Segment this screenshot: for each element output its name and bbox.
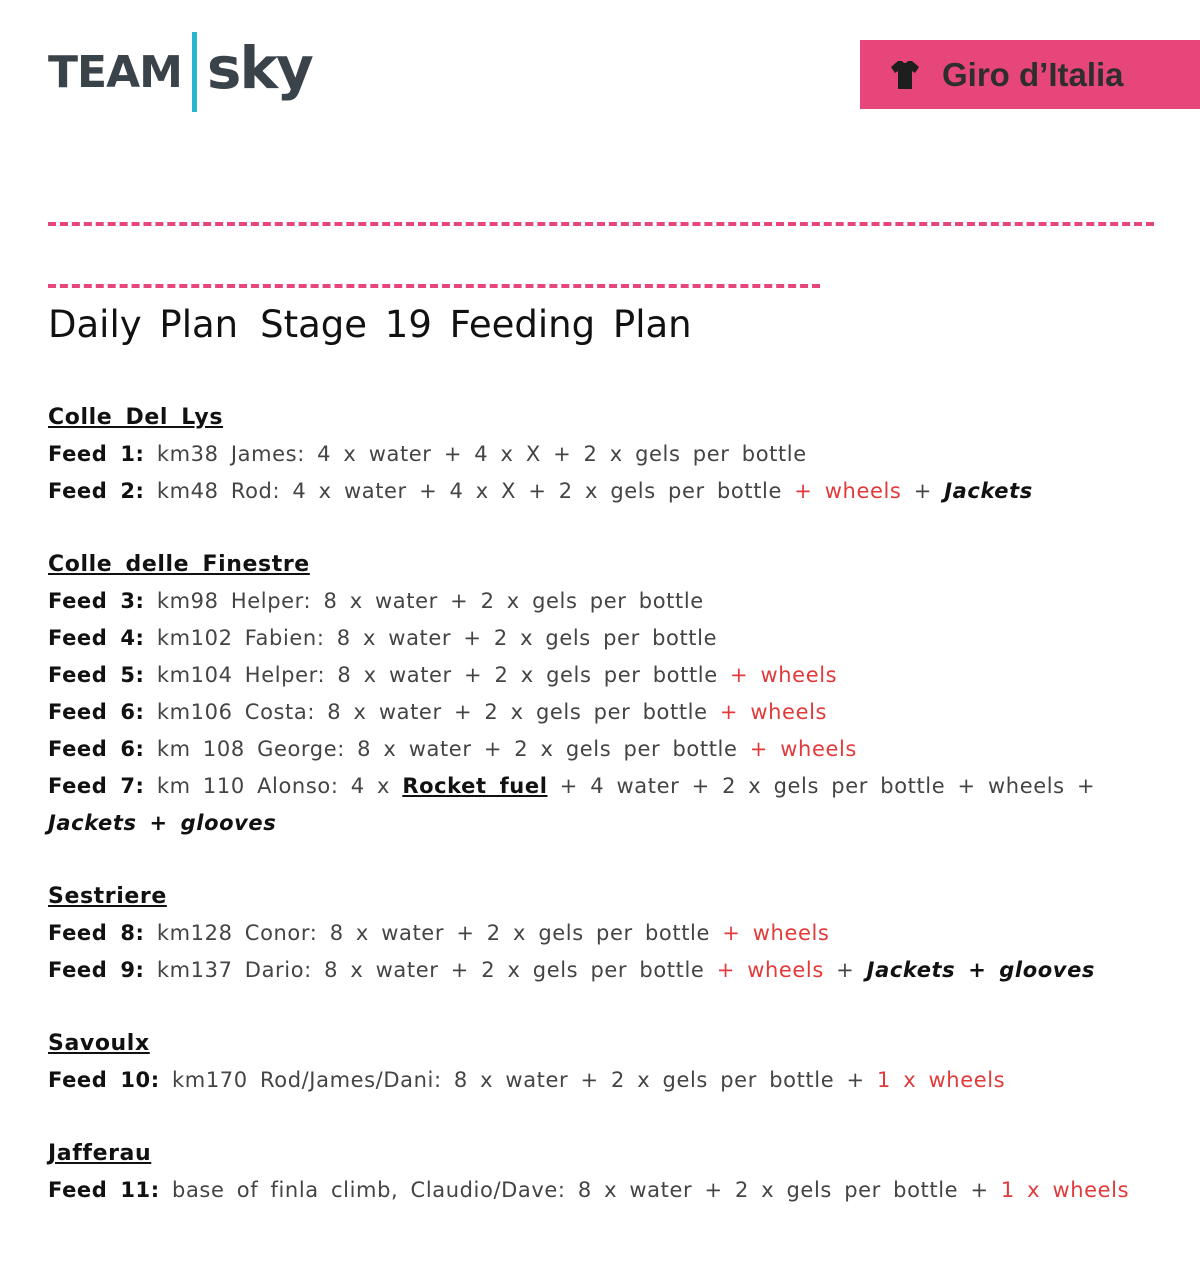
feeding-plan <box>48 399 1158 1245</box>
feed-details: km106 Costa: 8 x water + 2 x gels per bottle <box>156 700 708 724</box>
feed-line <box>48 473 1158 510</box>
giro-badge <box>860 40 1200 109</box>
feed-line <box>48 952 1158 989</box>
feed-details: km98 Helper: 8 x water + 2 x gels per bottle <box>156 589 704 613</box>
feed-details: km128 Conor: 8 x water + 2 x gels per bottle <box>156 921 711 945</box>
logo-team-text: TEAM <box>48 46 182 98</box>
section <box>48 878 1158 989</box>
feed-extra: + wheels <box>794 479 902 503</box>
feed-details: km170 Rod/James/Dani: 8 x water + 2 x gels per bottle + <box>172 1068 865 1092</box>
title-stage: Stage 19 Feeding Plan <box>260 303 692 346</box>
feed-label: Feed 5: <box>48 663 145 687</box>
feed-details: + 4 water + 2 x gels per bottle + wheels + <box>559 774 1096 798</box>
feed-label: Feed 2: <box>48 479 145 503</box>
feed-separator: + <box>836 958 855 982</box>
feed-extra: + wheels <box>722 921 830 945</box>
feed-label: Feed 4: <box>48 626 145 650</box>
feed-line <box>48 768 1158 842</box>
feed-details: km48 Rod: 4 x water + 4 x X + 2 x gels per bottle <box>156 479 783 503</box>
feed-label: Feed 1: <box>48 442 145 466</box>
section-heading: Colle Del Lys <box>48 405 224 430</box>
feed-line <box>48 915 1158 952</box>
logo-sky-text: sky <box>206 34 312 102</box>
section <box>48 399 1158 510</box>
title-daily-plan: Daily Plan <box>48 303 239 346</box>
feed-details: km137 Dario: 8 x water + 2 x gels per bottle <box>156 958 705 982</box>
section-heading: Jafferau <box>48 1141 152 1166</box>
feed-highlight: Rocket fuel <box>402 774 548 798</box>
feed-label: Feed 11: <box>48 1178 160 1202</box>
section <box>48 546 1158 842</box>
feed-extra: 1 x wheels <box>1000 1178 1130 1202</box>
feed-details: km 110 Alonso: 4 x <box>156 774 391 798</box>
feed-extra: + wheels <box>716 958 824 982</box>
giro-label: Giro d’Italia <box>942 55 1124 93</box>
feed-details: km38 James: 4 x water + 4 x X + 2 x gels per bottle <box>156 442 807 466</box>
feed-label: Feed 8: <box>48 921 145 945</box>
feed-label: Feed 7: <box>48 774 145 798</box>
feed-line <box>48 583 1158 620</box>
section <box>48 1135 1158 1209</box>
feed-gear: Jackets + glooves <box>866 958 1096 982</box>
section-heading: Sestriere <box>48 884 167 909</box>
feed-label: Feed 10: <box>48 1068 160 1092</box>
feed-details: km104 Helper: 8 x water + 2 x gels per bottle <box>156 663 718 687</box>
feed-details: km 108 George: 8 x water + 2 x gels per bottle <box>156 737 738 761</box>
feed-line <box>48 620 1158 657</box>
feed-line <box>48 731 1158 768</box>
team-sky-logo <box>48 30 312 114</box>
logo-divider <box>192 32 197 112</box>
dashed-divider-bottom <box>48 284 820 288</box>
jersey-icon <box>888 58 922 92</box>
feed-label: Feed 3: <box>48 589 145 613</box>
feed-label: Feed 6: <box>48 737 145 761</box>
feed-extra: + wheels <box>719 700 828 724</box>
feed-line <box>48 1062 1158 1099</box>
feed-line <box>48 1172 1158 1209</box>
feed-gear: Jackets + glooves <box>48 811 277 835</box>
page-title <box>48 303 692 346</box>
feed-extra: + wheels <box>749 737 857 761</box>
feed-line <box>48 436 1158 473</box>
feed-extra: + wheels <box>730 663 838 687</box>
feed-details: km102 Fabien: 8 x water + 2 x gels per bottle <box>156 626 718 650</box>
feed-label: Feed 6: <box>48 700 145 724</box>
section-heading: Colle delle Finestre <box>48 552 310 577</box>
feed-label: Feed 9: <box>48 958 145 982</box>
feed-separator: + <box>913 479 932 503</box>
feed-line <box>48 657 1158 694</box>
section <box>48 1025 1158 1099</box>
section-heading: Savoulx <box>48 1031 150 1056</box>
feed-line <box>48 694 1158 731</box>
feed-gear: Jackets <box>944 479 1033 503</box>
dashed-divider-top <box>48 222 1154 226</box>
feed-details: base of finla climb, Claudio/Dave: 8 x water + 2 x gels per bottle + <box>172 1178 989 1202</box>
feed-extra: 1 x wheels <box>876 1068 1006 1092</box>
